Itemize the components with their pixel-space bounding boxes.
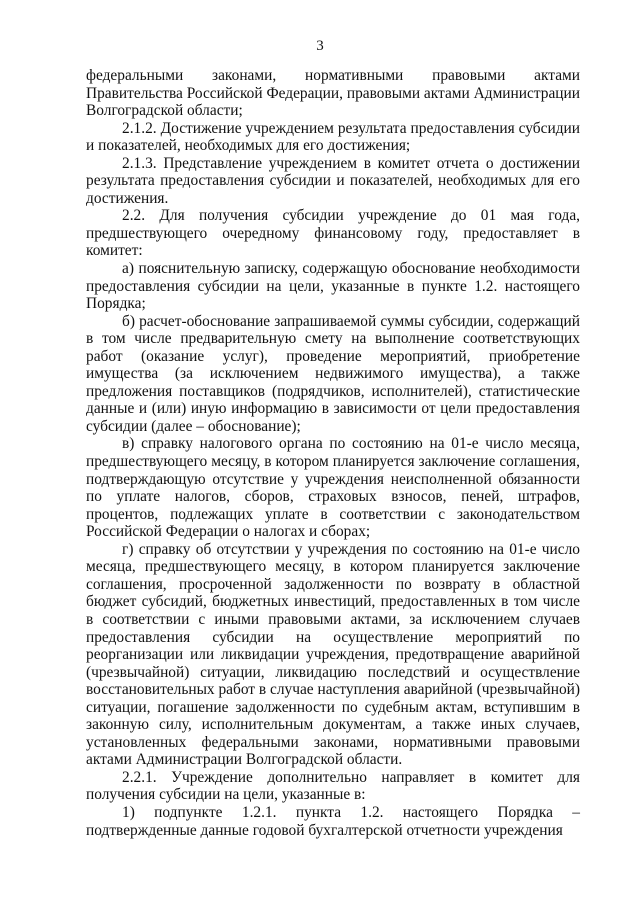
- paragraph-2-1-2: 2.1.2. Достижение учреждением результата предоставления субсидии и показателей, необходимых для его достижения;: [86, 119, 580, 155]
- paragraph-item-g: г) справку об отсутствии у учреждения по состоянию на 01-е число месяца, предшествующего месяцу, в котором планируется заключение соглашения, просроченной задолженности по возврату в областной бюджет субсидий, бюджетных инвестиций, предоставленных в том числе в соответствии с иными правовыми актами, за исключением случаев предоставления субсидии на осуществление мероприятий по реорганизации или ликвидации учреждения, предотвращение аварийной (чрезвычайной) ситуации, ликвидацию последствий и осуществление восстановительных работ в случае наступления аварийной (чрезвычайной) ситуации, погашение задолженности по судебным актам, вступившим в законную силу, исполнительным документам, а также иных случаев, установленных федеральными законами, нормативными правовыми актами Администрации Волгоградской области.: [86, 540, 580, 769]
- paragraph-item-a: а) пояснительную записку, содержащую обоснование необходимости предоставления субсидии на цели, указанные в пункте 1.2. настоящего Порядка;: [86, 260, 580, 313]
- paragraph-item-v: в) справку налогового органа по состоянию на 01-е число месяца, предшествующего месяцу, в котором планируется заключение соглашения, подтверждающую отсутствие у учреждения неисполненной обязанности по уплате налогов, сборов, страховых взносов, пеней, штрафов, процентов, подлежащих уплате в соответствии с законодательством Российской Федерации о налогах и сборах;: [86, 435, 580, 541]
- document-body: [86, 67, 580, 839]
- paragraph-continuation: федеральными законами, нормативными правовыми актами Правительства Российской Федерации, правовыми актами Администрации Волгоградской области;: [86, 67, 580, 120]
- paragraph-subitem-1: 1) подпункте 1.2.1. пункта 1.2. настоящего Порядка – подтвержденные данные годовой бухгалтерской отчетности учреждения: [86, 803, 580, 839]
- paragraph-item-b: б) расчет-обоснование запрашиваемой суммы субсидии, содержащий в том числе предварительную смету на выполнение соответствующих работ (оказание услуг), проведение мероприятий, приобретение имущества (за исключением недвижимого имущества), а также предложения поставщиков (подрядчиков, исполнителей), статистические данные и (или) иную информацию в зависимости от цели предоставления субсидии (далее – обоснование);: [86, 312, 580, 435]
- paragraph-2-2-1: 2.2.1. Учреждение дополнительно направляет в комитет для получения субсидии на цели, указанные в:: [86, 768, 580, 804]
- page-number: 3: [316, 38, 324, 54]
- paragraph-2-1-3: 2.1.3. Представление учреждением в комитет отчета о достижении результата предоставления субсидии и показателей, необходимых для его достижения.: [86, 154, 580, 207]
- paragraph-2-2: 2.2. Для получения субсидии учреждение до 01 мая года, предшествующего очередному финансовому году, предоставляет в комитет:: [86, 207, 580, 260]
